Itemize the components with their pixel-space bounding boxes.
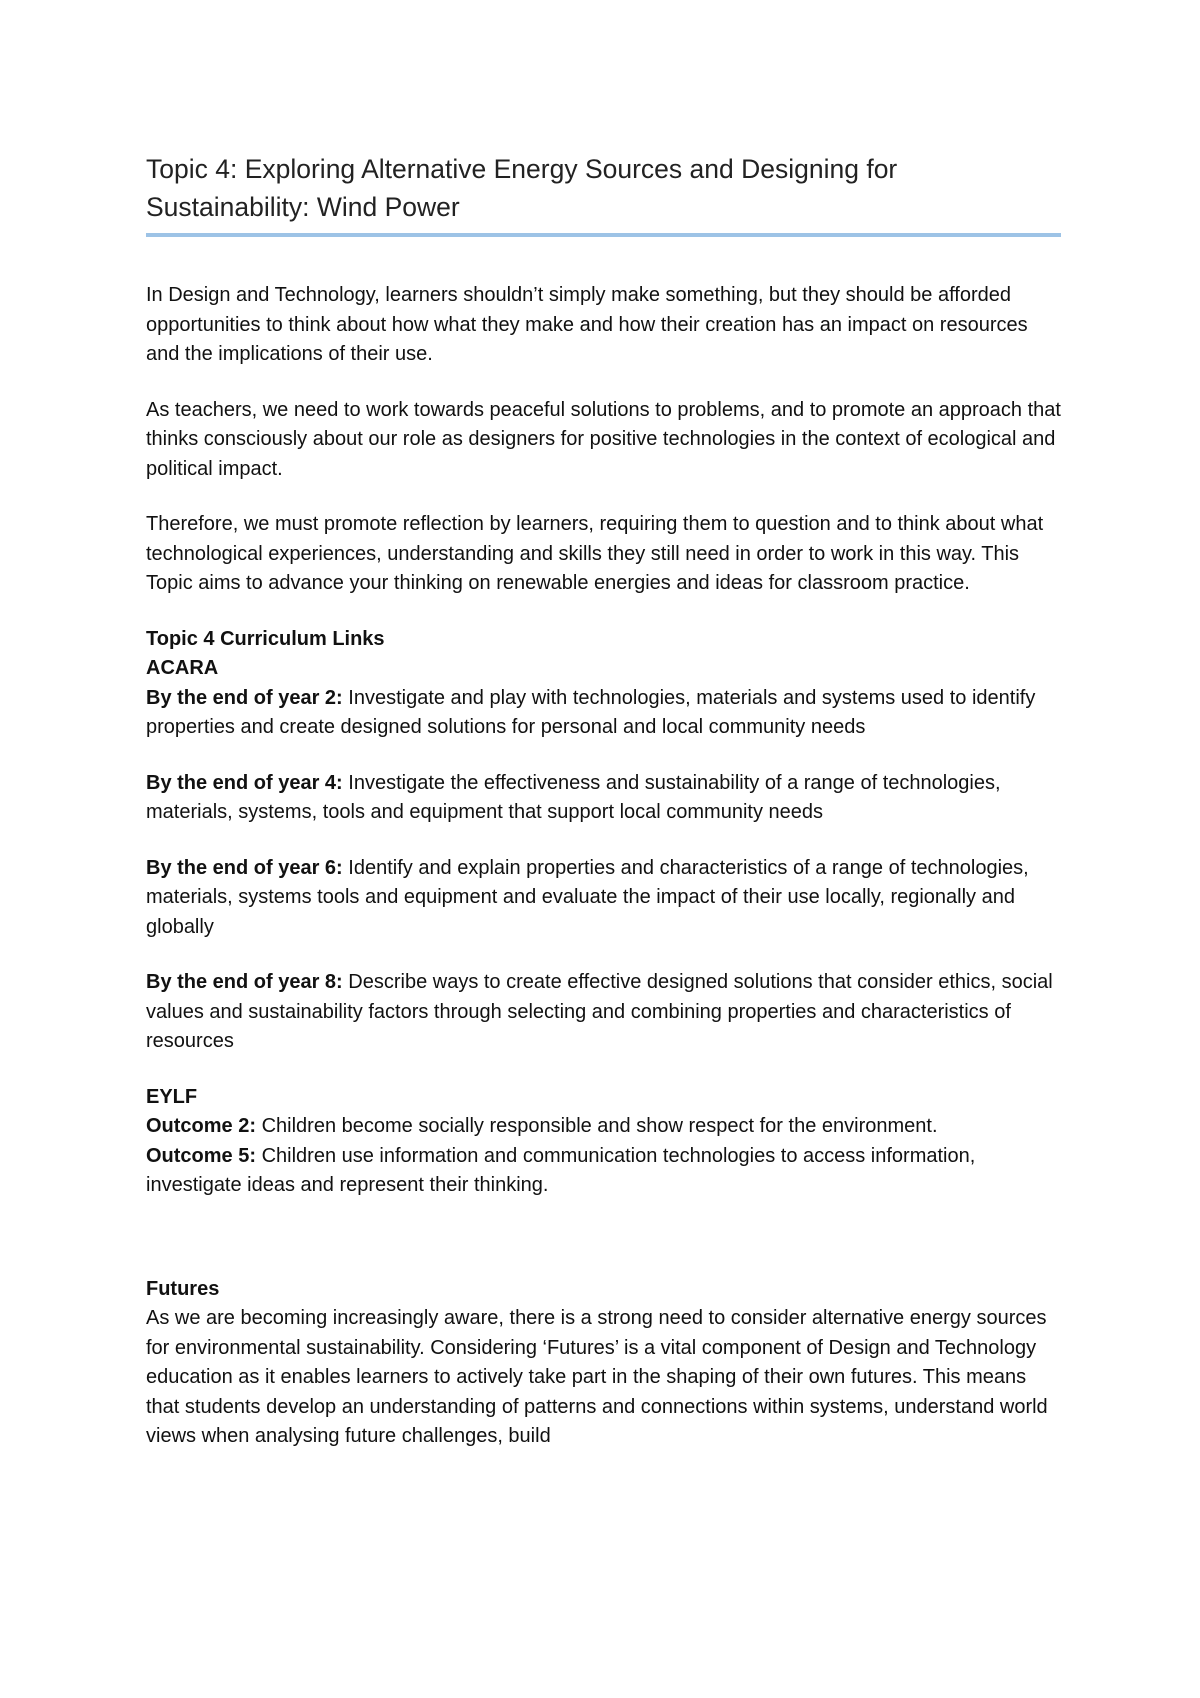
eylf-item-label: Outcome 2: <box>146 1115 257 1137</box>
futures-section <box>146 1275 1061 1452</box>
acara-item-label: By the end of year 2: <box>146 686 343 709</box>
acara-item-year-4 <box>146 769 1061 828</box>
eylf-outcome-5 <box>146 1142 1061 1201</box>
eylf-outcome-2 <box>146 1112 1061 1142</box>
section-spacer <box>146 1201 1061 1275</box>
intro-paragraph-2: As teachers, we need to work towards peaceful solutions to problems, and to promote an approach that thinks consciously about our role as designers for positive technologies in the context of ecological and political impact. <box>146 398 1061 480</box>
eylf-item-text: Children use information and communication technologies to access information, investigate ideas and represent their thinking. <box>146 1144 976 1196</box>
acara-item-year-2 <box>146 684 1061 743</box>
acara-item-year-6 <box>146 854 1061 943</box>
document-page <box>146 150 1061 1452</box>
acara-item-label: By the end of year 4: <box>146 771 343 794</box>
eylf-item-label: Outcome 5: <box>146 1144 257 1167</box>
intro-paragraph-3: Therefore, we must promote reflection by learners, requiring them to question and to think about what technological experiences, understanding and skills they still need in order to work in this way. This Topic aims to advance your thinking on renewable energies and ideas for classroom practice. <box>146 513 1044 594</box>
futures-heading: Futures <box>146 1277 220 1300</box>
acara-item-text: Investigate the effectiveness and sustainability of a range of technologies, materials, systems, tools and equipment that support local community needs <box>146 771 1001 823</box>
acara-item-text: Identify and explain properties and characteristics of a range of technologies, materials, systems tools and equipment and evaluate the impact of their use locally, regionally and globally <box>146 856 1029 938</box>
page-title: Topic 4: Exploring Alternative Energy Sources and Designing for Sustainability: Wind Power <box>146 150 1061 237</box>
acara-item-label: By the end of year 8: <box>146 971 343 993</box>
eylf-item-text: Children become socially responsible and show respect for the environment. <box>256 1115 938 1137</box>
acara-label: ACARA <box>146 657 219 679</box>
intro-paragraph-1: In Design and Technology, learners shouldn’t simply make something, but they should be afforded opportunities to think about how what they make and how their creation has an impact on resources and the implications of their use. <box>146 284 1028 365</box>
acara-item-label: By the end of year 6: <box>146 856 343 879</box>
acara-item-year-8 <box>146 968 1061 1057</box>
acara-item-text: Investigate and play with technologies, materials and systems used to identify properties and create designed solutions for personal and local community needs <box>146 686 1036 738</box>
curriculum-links-section <box>146 625 1061 1201</box>
document-body <box>146 281 1061 1452</box>
acara-item-text: Describe ways to create effective designed solutions that consider ethics, social values and sustainability factors through selecting and combining properties and characteristics of resources <box>146 971 1053 1052</box>
futures-paragraph: As we are becoming increasingly aware, there is a strong need to consider alternative energy sources for environmental sustainability. Considering ‘Futures’ is a vital component of Design and Technology education as it enables learners to actively take part in the shaping of their own futures. This means that students develop an understanding of patterns and connections within systems, understand world views when analysing future challenges, build <box>146 1307 1048 1447</box>
curriculum-heading: Topic 4 Curriculum Links <box>146 627 385 650</box>
eylf-label: EYLF <box>146 1085 198 1108</box>
